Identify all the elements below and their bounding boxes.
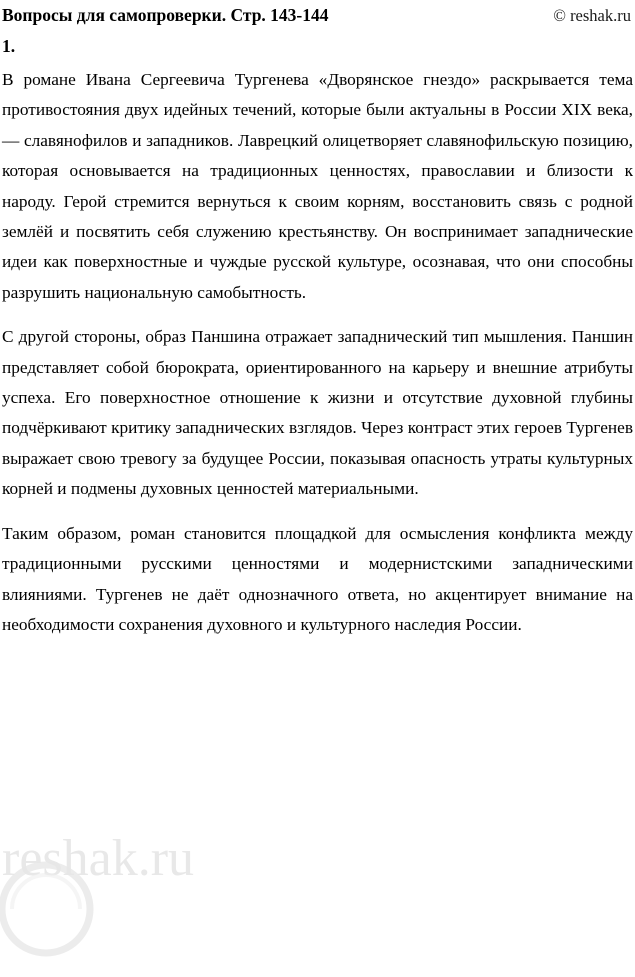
page-title: Вопросы для самопроверки. Стр. 143-144 [2,5,329,25]
page-header [2,4,633,27]
answer-paragraph: В романе Ивана Сергеевича Тургенева «Дворянское гнездо» раскрывается тема противостояния двух идейных течений, которые были актуальны в России XIX века, — славянофилов и западников. Лаврецкий олицетворяет славянофильскую позицию, которая основывается на традиционных ценностях, православии и близости к народу. Герой стремится вернуться к своим корням, восстановить связь с родной землёй и посвятить себя служению крестьянству. Он воспринимает западнические идеи как поверхностные и чуждые русской культуре, осознавая, что они способны разрушить национальную самобытность. [2,70,633,302]
question-number: 1. [2,36,16,56]
answer-paragraph: Таким образом, роман становится площадкой для осмысления конфликта между традиционными русскими ценностями и модернистскими западническими влияниями. Тургенев не даёт однозначного ответа, но акцентирует внимание на необходимости сохранения духовного и культурного наследия России. [2,523,633,634]
watermark-text: reshak.ru [2,830,195,887]
watermark [0,813,224,963]
site-credit: © reshak.ru [553,6,631,25]
answer-paragraph: С другой стороны, образ Паншина отражает западнический тип мышления. Паншин представляет собой бюрократа, ориентированного на карьеру и внешние атрибуты успеха. Его поверхностное отношение к жизни и отсутствие духовной глубины подчёркивают критику западнических взглядов. Через контраст этих героев Тургенев выражает свою тревогу за будущее России, показывая опасность утраты культурных корней и подмены духовных ценностей материальными. [2,327,633,499]
